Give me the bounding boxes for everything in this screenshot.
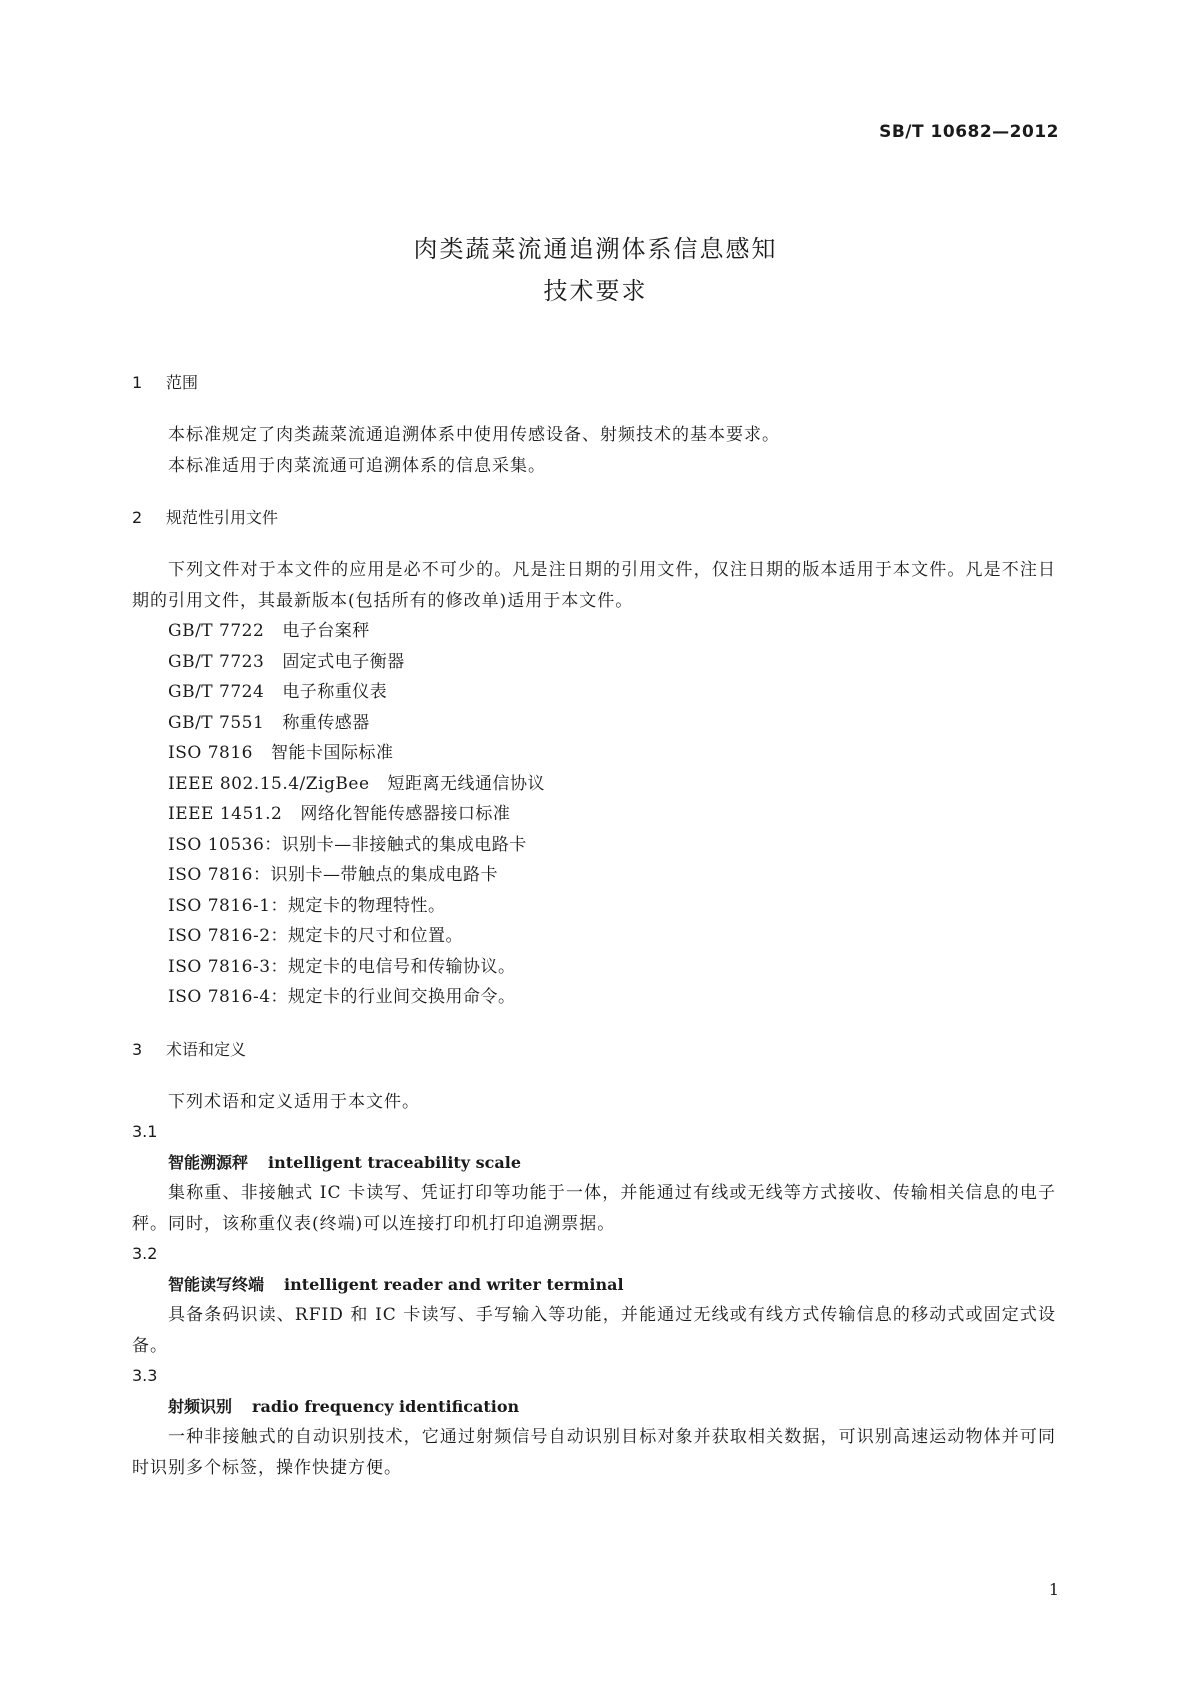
term-number: 3.3 bbox=[132, 1366, 158, 1385]
section-title: 规范性引用文件 bbox=[166, 508, 279, 527]
reference-code: IEEE 1451.2 bbox=[168, 804, 283, 824]
reference-code: GB/T 7724 bbox=[168, 682, 265, 702]
term-heading bbox=[132, 1148, 1056, 1179]
reference-code: GB/T 7723 bbox=[168, 651, 265, 672]
term-definition: 具备条码识读、RFID 和 IC 卡读写、手写输入等功能，并能通过无线或有线方式传输信息的移动式或固定式设备。 bbox=[132, 1305, 1056, 1356]
term-heading bbox=[132, 1392, 1056, 1423]
reference-item bbox=[132, 769, 1056, 800]
reference-item bbox=[132, 677, 1056, 708]
reference-name: 称重传感器 bbox=[282, 712, 370, 733]
term-definition: 集称重、非接触式 IC 卡读写、凭证打印等功能于一体，并能通过有线或无线等方式接收、传输相关信息的电子秤。同时，该称重仪表(终端)可以连接打印机打印追溯票据。 bbox=[132, 1183, 1056, 1234]
term-definition: 一种非接触式的自动识别技术，它通过射频信号自动识别目标对象并获取相关数据，可识别高速运动物体并可同时识别多个标签，操作快捷方便。 bbox=[132, 1427, 1056, 1478]
standard-code: SB/T 10682—2012 bbox=[879, 122, 1059, 142]
section-1-heading bbox=[132, 368, 1056, 398]
page-number: 1 bbox=[1048, 1580, 1059, 1599]
reference-item: ISO 7816-1：规定卡的物理特性。 bbox=[168, 895, 446, 916]
reference-name: 网络化智能传感器接口标准 bbox=[300, 804, 511, 824]
reference-name: 智能卡国际标准 bbox=[270, 743, 394, 763]
reference-item bbox=[132, 708, 1056, 739]
section-3-heading bbox=[132, 1035, 1056, 1065]
paragraph: 本标准适用于肉菜流通可追溯体系的信息采集。 bbox=[168, 455, 546, 476]
term-name-en: intelligent traceability scale bbox=[268, 1152, 522, 1172]
reference-item bbox=[132, 738, 1056, 769]
reference-item: ISO 7816：识别卡—带触点的集成电路卡 bbox=[168, 865, 498, 885]
document-body bbox=[132, 368, 1056, 1483]
term-heading bbox=[132, 1270, 1056, 1301]
reference-item bbox=[132, 616, 1056, 647]
reference-name: 电子台案秤 bbox=[282, 621, 370, 641]
reference-item: ISO 7816-4：规定卡的行业间交换用命令。 bbox=[168, 987, 516, 1007]
section-title: 范围 bbox=[166, 373, 199, 392]
reference-code: IEEE 802.15.4/ZigBee bbox=[168, 773, 370, 794]
section-number: 3 bbox=[132, 1039, 143, 1059]
term-name-en: intelligent reader and writer terminal bbox=[284, 1274, 624, 1294]
reference-item bbox=[132, 799, 1056, 830]
reference-name: 固定式电子衡器 bbox=[282, 651, 405, 672]
reference-item: ISO 7816-2：规定卡的尺寸和位置。 bbox=[168, 926, 464, 946]
term-name-zh: 智能读写终端 bbox=[168, 1274, 265, 1294]
paragraph: 下列文件对于本文件的应用是必不可少的。凡是注日期的引用文件，仅注日期的版本适用于本文件。凡是不注日期的引用文件，其最新版本(包括所有的修改单)适用于本文件。 bbox=[132, 560, 1056, 611]
paragraph: 本标准规定了肉类蔬菜流通追溯体系中使用传感设备、射频技术的基本要求。 bbox=[168, 425, 780, 445]
reference-code: ISO 7816 bbox=[168, 743, 253, 763]
reference-code: GB/T 7722 bbox=[168, 621, 265, 641]
term-name-zh: 射频识别 bbox=[168, 1396, 233, 1416]
title-line-1: 肉类蔬菜流通追溯体系信息感知 bbox=[413, 235, 778, 263]
section-title: 术语和定义 bbox=[166, 1039, 247, 1059]
reference-name: 电子称重仪表 bbox=[282, 682, 388, 702]
term-name-en: radio frequency identification bbox=[252, 1396, 520, 1416]
reference-item: ISO 7816-3：规定卡的电信号和传输协议。 bbox=[168, 956, 516, 977]
title-line-2: 技术要求 bbox=[543, 277, 648, 305]
section-number: 2 bbox=[132, 508, 143, 527]
section-2-heading bbox=[132, 503, 1056, 533]
term-number: 3.2 bbox=[132, 1244, 158, 1263]
section-number: 1 bbox=[132, 373, 143, 392]
reference-item: ISO 10536：识别卡—非接触式的集成电路卡 bbox=[168, 834, 527, 855]
term-name-zh: 智能溯源秤 bbox=[168, 1152, 249, 1172]
term-number: 3.1 bbox=[132, 1122, 158, 1141]
paragraph: 下列术语和定义适用于本文件。 bbox=[168, 1091, 420, 1112]
document-title bbox=[0, 228, 1191, 312]
reference-name: 短距离无线通信协议 bbox=[387, 773, 546, 794]
reference-code: GB/T 7551 bbox=[168, 712, 265, 733]
reference-item bbox=[132, 647, 1056, 678]
